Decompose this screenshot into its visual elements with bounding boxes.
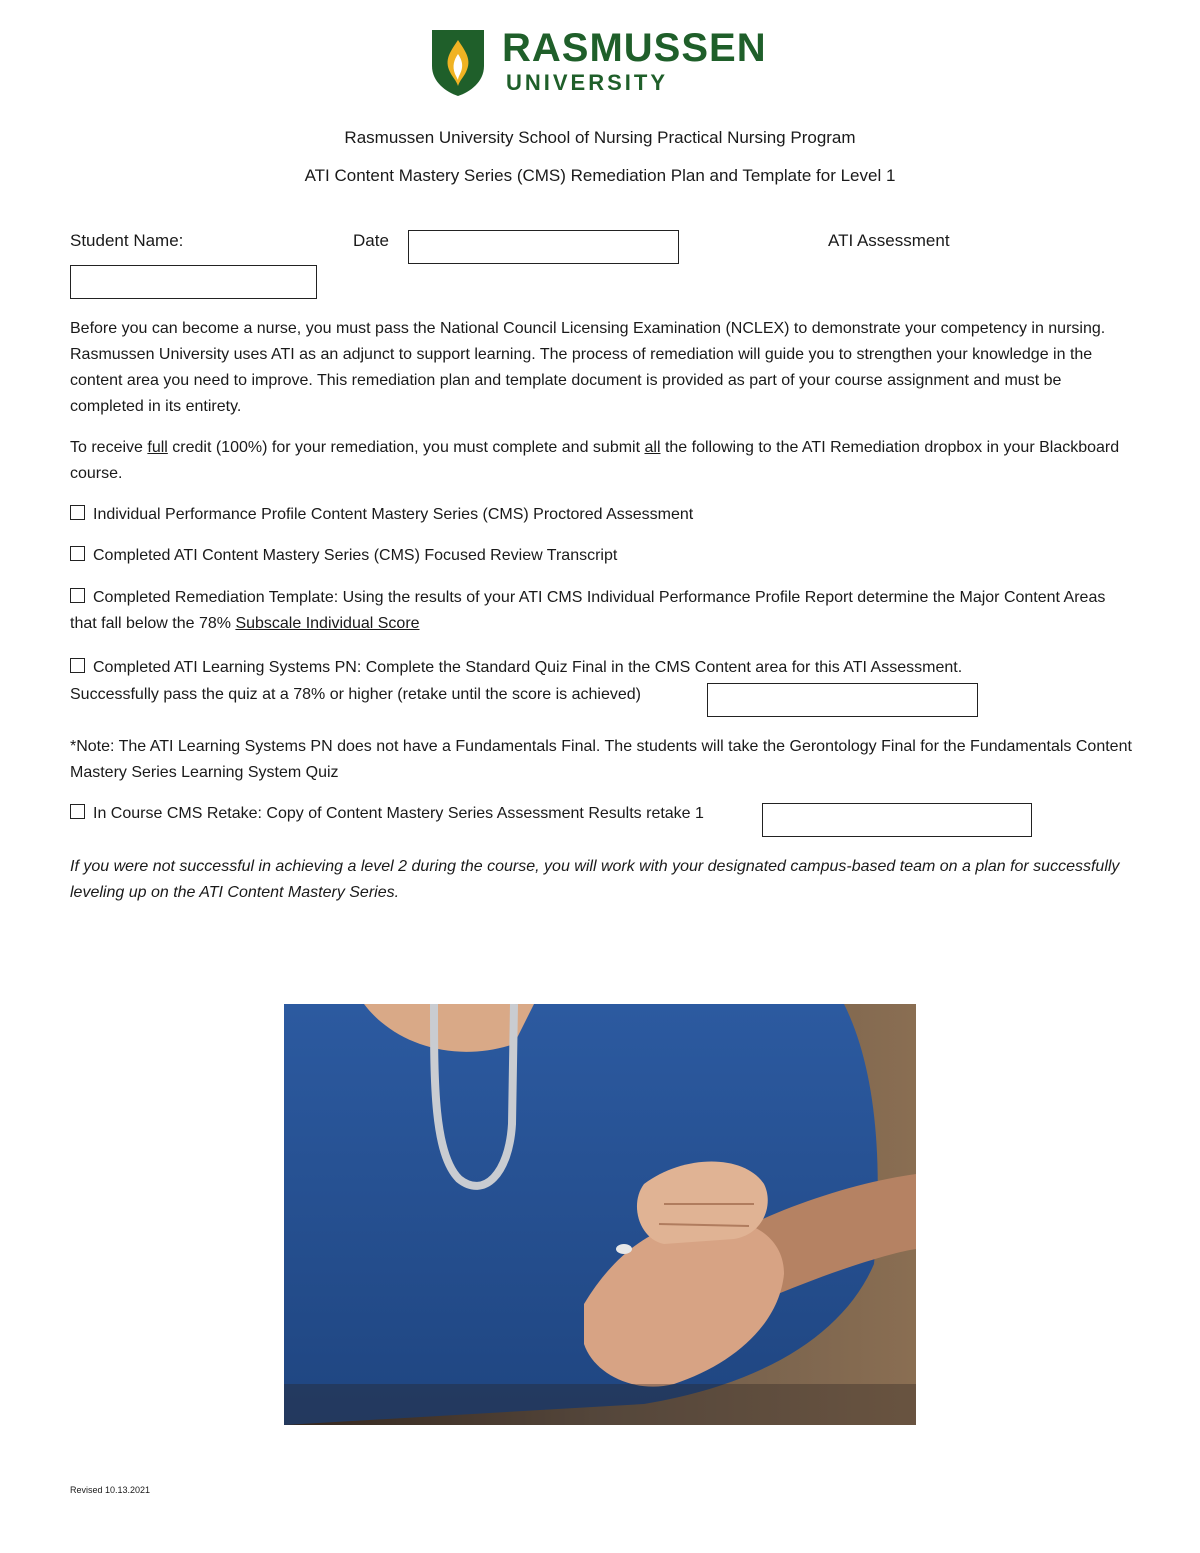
student-name-field[interactable] [70, 265, 317, 299]
date-label: Date [353, 231, 389, 250]
ati-assessment-label: ATI Assessment [828, 231, 950, 250]
checklist-item-label: In Course CMS Retake: Copy of Content Mastery Series Assessment Results retake 1 [93, 805, 704, 822]
document-title: ATI Content Mastery Series (CMS) Remediation Plan and Template for Level 1 [304, 166, 896, 185]
retake-results-field[interactable] [762, 803, 1032, 837]
nurse-holding-hands-photo [284, 1004, 916, 1425]
credit-text: the following to the ATI Remediation dropbox in your Blackboard course. [70, 439, 1120, 482]
credit-emphasis-all: all [644, 439, 661, 456]
logo-sub: UNIVERSITY [506, 70, 669, 95]
checklist-item-label: Completed ATI Learning Systems PN: Complete the Standard Quiz Final in the CMS Content area for this ATI Assessment. [93, 659, 963, 676]
checkbox[interactable] [70, 804, 85, 819]
checkbox[interactable] [70, 658, 85, 673]
logo-name: RASMUSSEN [502, 26, 767, 70]
checkbox[interactable] [70, 588, 85, 603]
quiz-pass-text: Successfully pass the quiz at a 78% or higher (retake until the score is achieved) [70, 686, 641, 703]
checkbox[interactable] [70, 505, 85, 520]
credit-text: credit (100%) for your remediation, you must complete and submit [167, 439, 645, 456]
credit-paragraph [70, 435, 1135, 487]
checklist-item-label: Completed Remediation Template: Using the results of your ATI CMS Individual Performance Profile Report determine the Major Content Areas that fall below the 78% [70, 589, 1106, 632]
closing-paragraph: If you were not successful in achieving a level 2 during the course, you will work with your designated campus-based team on a plan for successfully leveling up on the ATI Content Mastery Series. [70, 858, 1120, 901]
fundamentals-note: *Note: The ATI Learning Systems PN does not have a Fundamentals Final. The students will take the Gerontology Final for the Fundamentals Content Mastery Series Learning System Quiz [70, 738, 1132, 781]
intro-paragraph: Before you can become a nurse, you must pass the National Council Licensing Examination (NCLEX) to demonstrate your competency in nursing. Rasmussen University uses ATI as an adjunct to support learning. The process of remediation will guide you to strengthen your knowledge in the content area you need to improve. This remediation plan and template document is provided as part of your course assignment and must be completed in its entirety. [70, 320, 1106, 415]
credit-text: To receive [70, 439, 148, 456]
quiz-score-field[interactable] [707, 683, 978, 717]
subscale-score-link: Subscale Individual Score [235, 615, 420, 632]
credit-emphasis-full: full [147, 439, 168, 456]
shield-flame-icon [428, 26, 488, 98]
checklist-item-focused-review [70, 543, 1130, 569]
checklist-item-cms-retake [70, 801, 760, 827]
student-name-label: Student Name: [70, 231, 184, 250]
checklist-item-label: Completed ATI Content Mastery Series (CMS) Focused Review Transcript [93, 547, 618, 564]
checklist-item-remediation-template [70, 585, 1130, 637]
university-logo [428, 26, 778, 100]
checklist-item-learning-systems [70, 655, 1130, 681]
checklist-item-performance-profile [70, 502, 1130, 528]
checkbox[interactable] [70, 546, 85, 561]
date-field[interactable] [408, 230, 679, 264]
program-title: Rasmussen University School of Nursing Practical Nursing Program [344, 128, 856, 147]
checklist-item-label: Individual Performance Profile Content Mastery Series (CMS) Proctored Assessment [93, 506, 694, 523]
revision-date: Revised 10.13.2021 [70, 1485, 151, 1495]
